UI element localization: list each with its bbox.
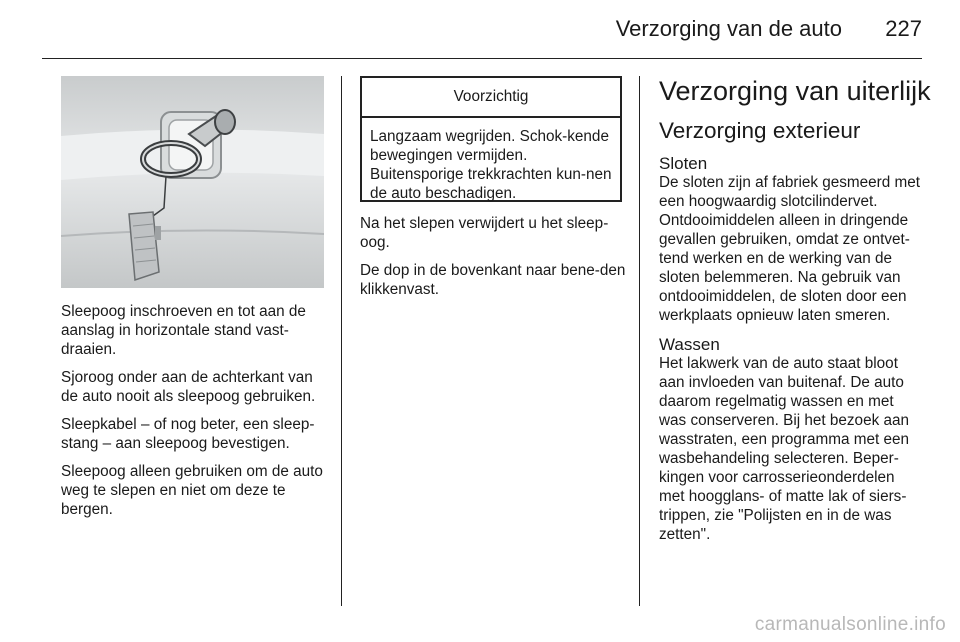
paragraph: Sleepoog inschroeven en tot aan de aanslag in horizontale stand vast-draaien. bbox=[61, 303, 306, 358]
section-heading: Sloten bbox=[659, 154, 708, 173]
caution-text: Langzaam wegrijden. Schok-kende bewegingen vermijden. Buitensporige trekkrachten kun-nen de auto beschadigen. bbox=[370, 128, 612, 202]
column-divider bbox=[639, 76, 640, 606]
section-heading: Wassen bbox=[659, 335, 720, 354]
caution-title: Voorzichtig bbox=[362, 78, 620, 118]
paragraph: De dop in de bovenkant naar bene-den klikkenvast. bbox=[360, 262, 626, 298]
section-sloten bbox=[659, 154, 921, 325]
section-text: Het lakwerk van de auto staat bloot aan invloeden van buitenaf. De auto daarom regelmatig wassen en met was conserveren. Bij het bezoek aan wasstraten, een programma met een wasbehandeling selecteren. Beper-kingen voor carrosserieonderdelen met hoogglans- of matte lak of siers-trippen, zie "Polijsten en in de was zetten". bbox=[659, 355, 909, 543]
paragraph: Na het slepen verwijdert u het sleep-oog. bbox=[360, 215, 609, 251]
section-wassen bbox=[659, 335, 921, 544]
watermark: carmanualsonline.info bbox=[754, 614, 946, 635]
caution-box bbox=[360, 76, 622, 202]
middle-column-text bbox=[360, 214, 626, 308]
column-divider bbox=[341, 76, 342, 606]
header-rule bbox=[42, 58, 922, 59]
paragraph: Sjoroog onder aan de achterkant van de auto nooit als sleepoog gebruiken. bbox=[61, 369, 316, 405]
heading-1: Verzorging van uiterlijk bbox=[659, 76, 931, 106]
heading-2: Verzorging exterieur bbox=[659, 118, 861, 143]
section-title: Verzorging van de auto bbox=[615, 16, 842, 41]
right-column-text bbox=[659, 154, 921, 544]
tow-eye-illustration-icon bbox=[61, 76, 324, 288]
paragraph: Sleepkabel – of nog beter, een sleep-stang – aan sleepoog bevestigen. bbox=[61, 416, 315, 452]
paragraph: Sleepoog alleen gebruiken om de auto weg te slepen en niet om deze te bergen. bbox=[61, 463, 323, 518]
left-column-text bbox=[61, 302, 329, 528]
section-text: De sloten zijn af fabriek gesmeerd met een hoogwaardig slotcilindervet. Ontdooimiddelen alleen in dringende gevallen gebruiken, omdat ze ontvet-tend werken en de werking van de sloten belemmeren. Na gebruik van ontdooimiddelen, de sloten door een werkplaats opnieuw laten smeren. bbox=[659, 174, 921, 324]
page-number: 227 bbox=[885, 16, 922, 41]
